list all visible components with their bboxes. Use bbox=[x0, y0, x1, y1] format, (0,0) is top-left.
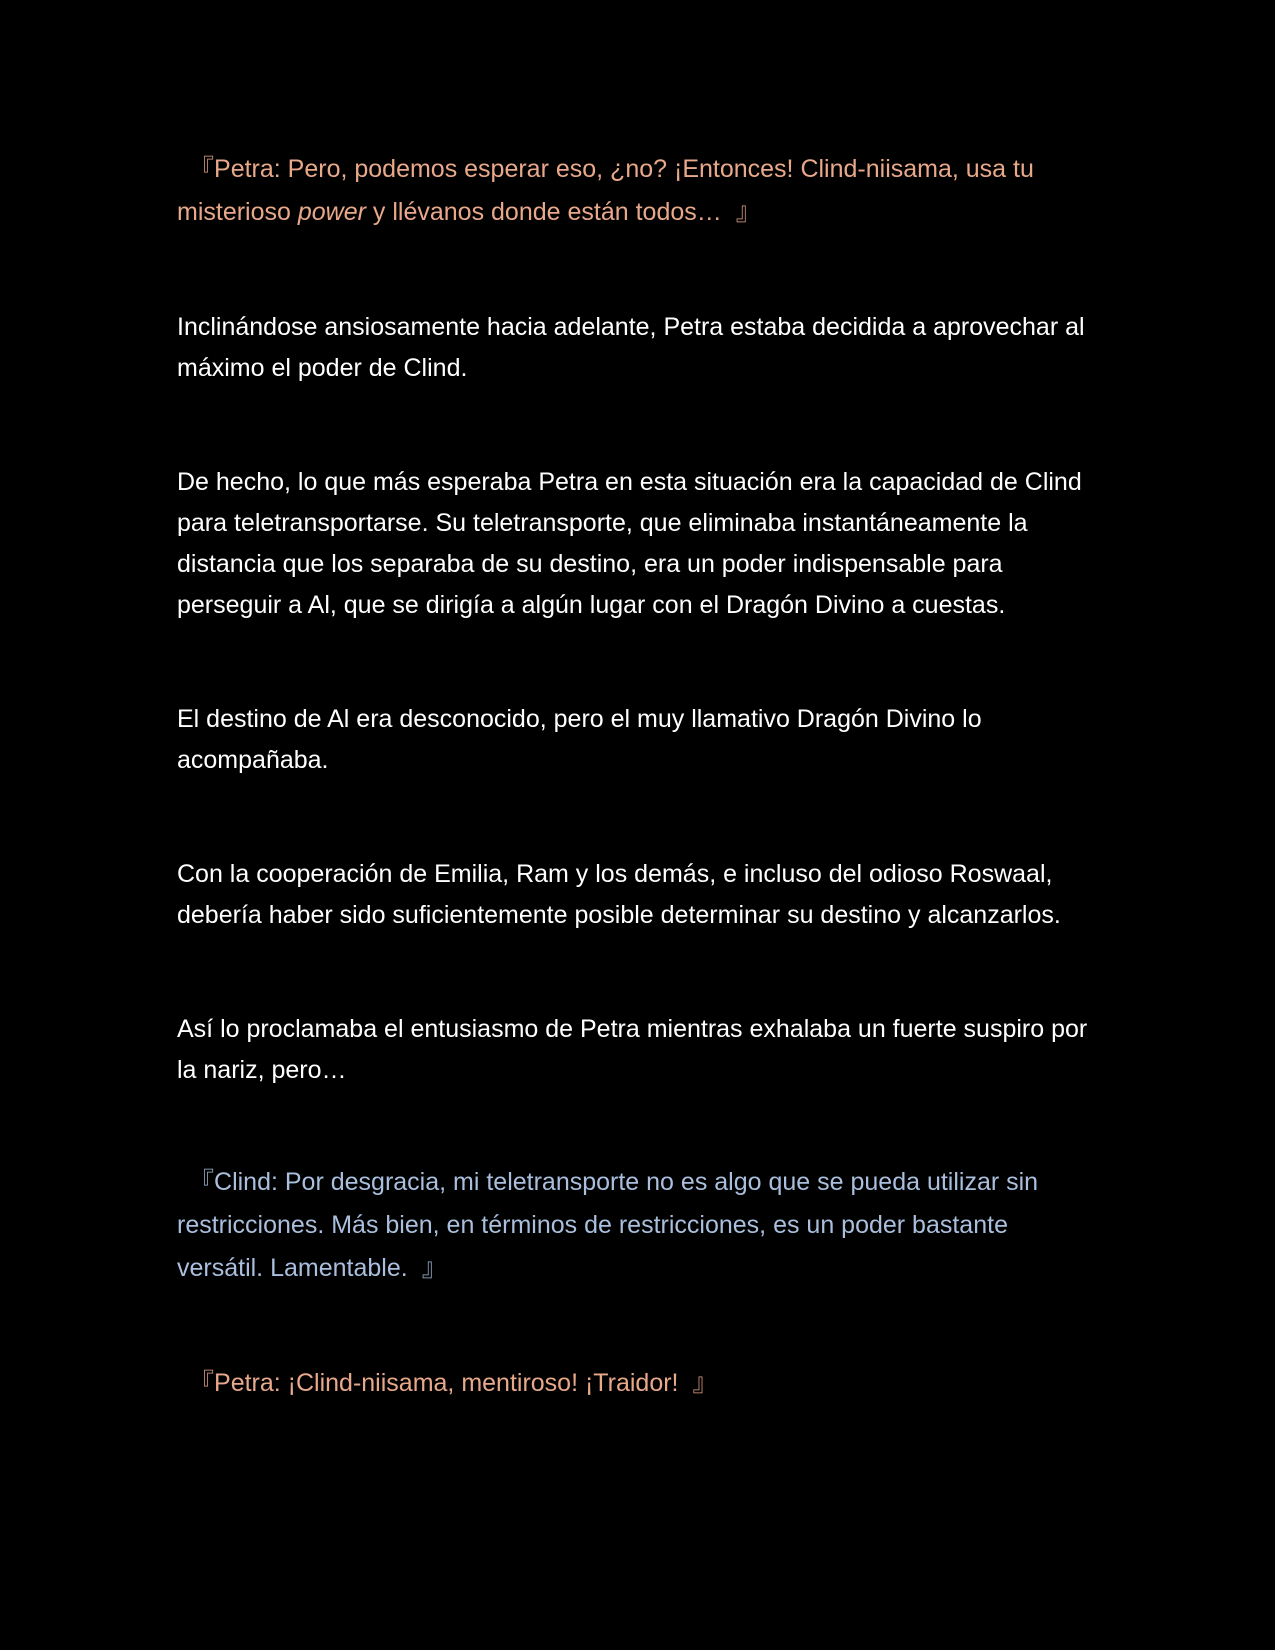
narration-paragraph: Así lo proclamaba el entusiasmo de Petra mientras exhalaba un fuerte suspiro por la nariz, pero… bbox=[177, 1015, 1088, 1084]
dialogue-text: Clind: Por desgracia, mi teletransporte no es algo que se pueda utilizar sin restricciones. Más bien, en términos de restricciones, es un poder bastante versátil. Lamentable. bbox=[177, 1168, 1039, 1282]
open-bracket: 『 bbox=[189, 1369, 215, 1397]
close-bracket: 』 bbox=[735, 198, 761, 226]
close-bracket: 』 bbox=[692, 1369, 718, 1397]
dialogue-petra-2 bbox=[177, 1362, 1097, 1405]
narration-paragraph: Inclinándose ansiosamente hacia adelante, Petra estaba decidida a aprovechar al máximo el poder de Clind. bbox=[177, 313, 1085, 382]
narration-paragraph: El destino de Al era desconocido, pero el muy llamativo Dragón Divino lo acompañaba. bbox=[177, 705, 982, 774]
dialogue-text: Petra: ¡Clind-niisama, mentiroso! ¡Traidor! bbox=[214, 1369, 679, 1397]
dialogue-text: Petra: Pero, podemos esperar eso, ¿no? ¡Entonces! Clind-niisama, usa tu misterioso bbox=[177, 155, 1034, 226]
dialogue-petra-1 bbox=[177, 148, 1097, 234]
dialogue-text: y llévanos donde están todos… bbox=[365, 198, 722, 226]
open-bracket: 『 bbox=[189, 1168, 215, 1196]
narration-paragraph: De hecho, lo que más esperaba Petra en esta situación era la capacidad de Clind para teletransportarse. Su teletransporte, que eliminaba instantáneamente la distancia que los separaba de su destino, era un poder indispensable para perseguir a Al, que se dirigía a algún lugar con el Dragón Divino a cuestas. bbox=[177, 468, 1082, 619]
document-page bbox=[177, 148, 1097, 1405]
dialogue-emphasis: power bbox=[297, 198, 366, 226]
close-bracket: 』 bbox=[421, 1254, 447, 1282]
dialogue-clind bbox=[177, 1161, 1097, 1290]
narration-paragraph: Con la cooperación de Emilia, Ram y los demás, e incluso del odioso Roswaal, debería haber sido suficientemente posible determinar su destino y alcanzarlos. bbox=[177, 860, 1061, 929]
open-bracket: 『 bbox=[189, 155, 215, 183]
